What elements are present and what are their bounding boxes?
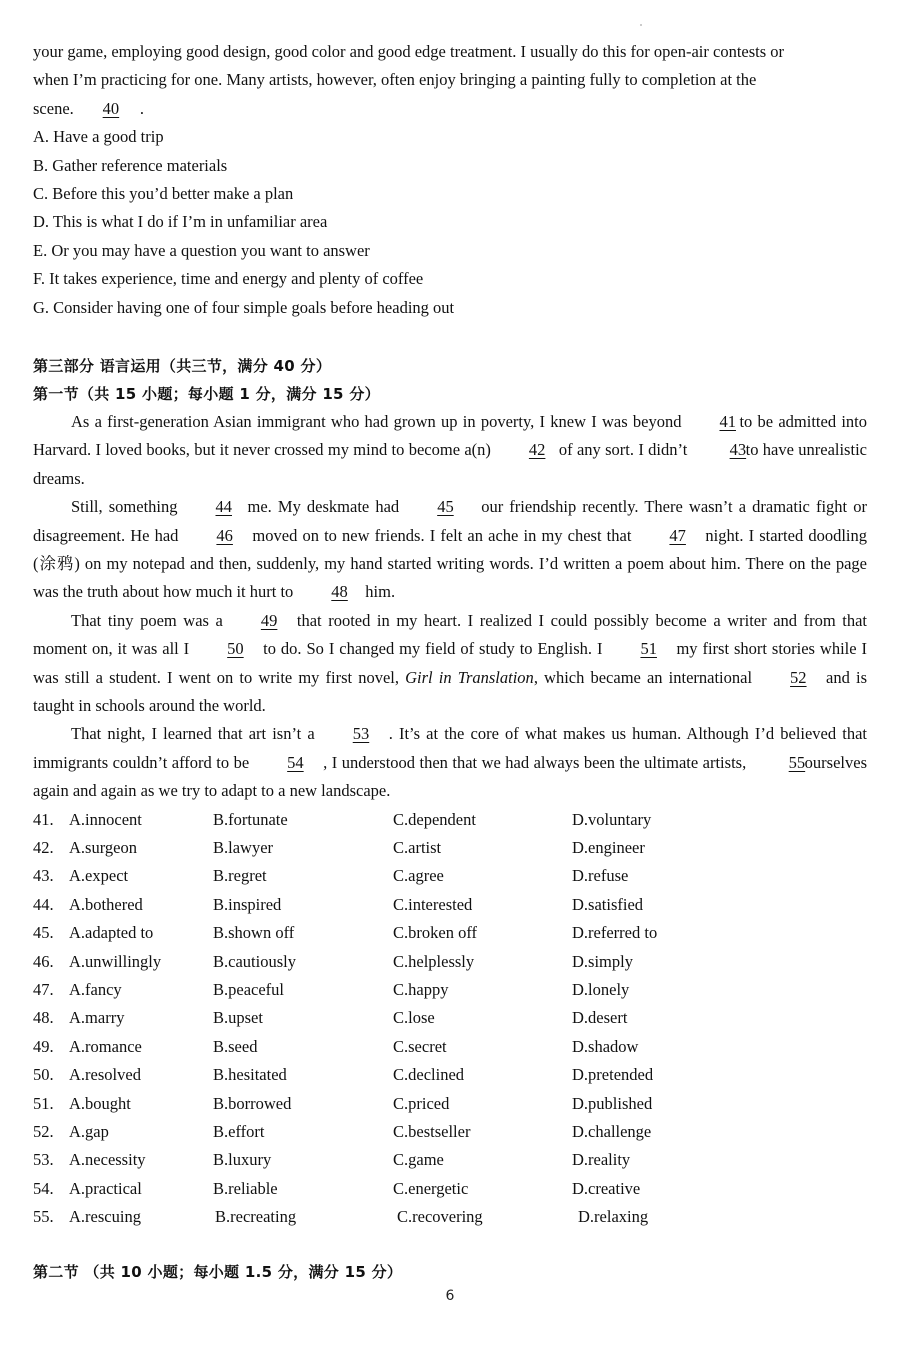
question-number: 52.: [33, 1121, 54, 1141]
part3-title: 第三部分 语言运用（共三节，满分 40 分）: [33, 356, 332, 375]
question-row: [33, 834, 867, 862]
blank-52: 52: [790, 667, 807, 687]
cloze-text: As a first-generation Asian immigrant who had grown up in poverty, I knew I was beyond: [71, 411, 682, 431]
choice-a: A.fancy: [69, 979, 122, 999]
question-number: 43.: [33, 866, 54, 886]
choice-c: C.game: [393, 1150, 444, 1170]
choice-b: B.lawyer: [213, 838, 274, 858]
choice-a: A.unwillingly: [69, 951, 162, 971]
option-d: D. This is what I do if I’m in unfamiliar area: [33, 212, 328, 232]
choice-c: C.secret: [393, 1036, 447, 1056]
passage-line: [33, 95, 867, 123]
blank-49: 49: [260, 610, 278, 630]
question-number: 50.: [33, 1065, 54, 1085]
cloze-paragraph-4: [33, 720, 867, 805]
choice-d: D.engineer: [572, 838, 645, 858]
choice-b: B.regret: [213, 866, 267, 886]
choice-b: B.recreating: [215, 1207, 297, 1227]
choice-d: D.challenge: [572, 1121, 652, 1141]
blank-55: 55: [788, 752, 806, 772]
question-number: 53.: [33, 1150, 54, 1170]
choice-a: A.resolved: [69, 1065, 141, 1085]
cloze-text: my first short stories while I was still a student. I went on to write my first novel,: [33, 639, 867, 687]
choice-d: D.satisfied: [572, 894, 644, 914]
seven-choice-options: [33, 123, 867, 322]
choice-c: C.declined: [393, 1065, 465, 1085]
cloze-text: That tiny poem was a: [71, 610, 223, 630]
question-number: 48.: [33, 1008, 54, 1028]
question-row: [33, 806, 867, 834]
choice-a: A.necessity: [69, 1150, 146, 1170]
choice-b: B.borrowed: [213, 1093, 292, 1113]
choice-b: B.fortunate: [213, 809, 288, 829]
question-number: 41.: [33, 809, 54, 829]
choice-b: B.inspired: [213, 894, 282, 914]
question-row: [33, 891, 867, 919]
blank-51: 51: [640, 639, 657, 659]
choice-c: C.interested: [393, 894, 473, 914]
choice-c: C.lose: [393, 1008, 435, 1028]
choice-b: B.upset: [213, 1008, 263, 1028]
choice-d: D.reality: [572, 1150, 631, 1170]
choice-d: D.refuse: [572, 866, 629, 886]
choice-a: A.marry: [69, 1008, 125, 1028]
choice-d: D.voluntary: [572, 809, 652, 829]
spacer: [33, 1232, 867, 1258]
cloze-text: and is taught in schools around the world.: [33, 667, 867, 716]
passage-continuation: [33, 38, 867, 123]
cloze-text: our friendship recently. There wasn’t a dramatic fight or disagreement. He had: [33, 497, 867, 545]
cloze-paragraph-1: [33, 408, 867, 493]
choice-a: A.surgeon: [69, 838, 137, 858]
section2-title: 第二节 （共 10 小题；每小题 1.5 分，满分 15 分）: [33, 1262, 403, 1281]
choice-c: C.agree: [393, 866, 444, 886]
blank-41: 41: [719, 411, 736, 431]
passage-text: .: [139, 98, 145, 118]
choice-b: B.hesitated: [213, 1065, 287, 1085]
question-row: [33, 1033, 867, 1061]
question-number: 49.: [33, 1036, 54, 1056]
choice-a: A.gap: [69, 1121, 109, 1141]
blank-47: 47: [669, 525, 686, 545]
passage-line: your game, employing good design, good color and good edge treatment. I usually do this for open-air contests or: [33, 42, 785, 61]
choice-d: D.desert: [572, 1008, 628, 1028]
choice-a: A.innocent: [69, 809, 142, 829]
choice-c: C.priced: [393, 1093, 450, 1113]
cloze-text: , I understood then that we had always been the ultimate artists,: [323, 752, 751, 772]
question-row: [33, 1118, 867, 1146]
question-row: [33, 1146, 867, 1174]
question-number: 46.: [33, 951, 54, 971]
passage-line: when I’m practicing for one. Many artists, however, often enjoy bringing a painting fully to completion at the: [33, 70, 757, 90]
choice-a: A.rescuing: [69, 1207, 141, 1227]
cloze-text: ourselves again and again as we try to adapt to a new landscape.: [33, 752, 867, 801]
choice-b: B.seed: [213, 1036, 258, 1056]
choice-b: B.luxury: [213, 1150, 272, 1170]
blank-54: 54: [287, 752, 304, 772]
question-row: [33, 948, 867, 976]
cloze-text: . It’s at the core of what makes us human. Although I’d believed that immigrants couldn’t afford to be: [33, 724, 867, 772]
choice-c: C.helplessly: [393, 951, 475, 971]
choice-d: D.relaxing: [578, 1207, 649, 1227]
blank-42: 42: [528, 440, 546, 460]
question-row: [33, 1061, 867, 1089]
question-number: 51.: [33, 1093, 54, 1113]
cloze-text: night. I started doodling (涂鸦) on my notepad and then, suddenly, my hand started writing words. I’d written a poem about him. There on the page was the truth about how much it hurt to: [33, 525, 867, 602]
question-row: [33, 976, 867, 1004]
page-number: 6: [445, 1288, 455, 1304]
question-row: [33, 862, 867, 890]
cloze-text: Still, something: [71, 497, 178, 517]
choice-a: A.practical: [69, 1178, 142, 1198]
blank-50: 50: [227, 639, 244, 659]
choice-b: B.peaceful: [213, 979, 285, 999]
option-g: G. Consider having one of four simple goals before heading out: [33, 297, 455, 317]
spacer: [33, 322, 867, 352]
cloze-choices: [33, 806, 867, 1232]
cloze-text: him.: [365, 582, 396, 602]
option-a: A. Have a good trip: [33, 127, 164, 147]
cloze-paragraph-3: [33, 607, 867, 721]
choice-a: A.romance: [69, 1036, 142, 1056]
cloze-text: That night, I learned that art isn’t a: [71, 724, 315, 744]
choice-a: A.adapted to: [69, 923, 154, 943]
choice-c: C.dependent: [393, 809, 476, 829]
option-b: B. Gather reference materials: [33, 155, 228, 175]
question-row: [33, 1090, 867, 1118]
choice-d: D.lonely: [572, 979, 630, 999]
blank-53: 53: [352, 724, 370, 744]
choice-d: D.simply: [572, 951, 633, 971]
passage-text: scene.: [33, 98, 78, 118]
choice-a: A.bought: [69, 1093, 131, 1113]
question-number: 42.: [33, 838, 54, 858]
choice-d: D.referred to: [572, 923, 658, 943]
cloze-text: me. My deskmate had: [247, 497, 400, 517]
exam-page: [33, 38, 867, 1286]
cloze-text: to have unrealistic dreams.: [33, 440, 867, 488]
blank-46: 46: [216, 525, 233, 545]
choice-c: C.artist: [393, 838, 442, 858]
scan-speck: [640, 24, 642, 26]
choice-d: D.published: [572, 1093, 653, 1113]
choice-a: A.bothered: [69, 894, 143, 914]
choice-a: A.expect: [69, 866, 129, 886]
choice-c: C.broken off: [393, 923, 478, 943]
cloze-text: to do. So I changed my field of study to English. I: [263, 639, 603, 659]
choice-d: D.pretended: [572, 1065, 654, 1085]
cloze-text: , which became an international: [533, 667, 753, 687]
choice-b: B.reliable: [213, 1178, 278, 1198]
choice-b: B.effort: [213, 1121, 265, 1141]
blank-40: 40: [102, 98, 120, 118]
cloze-text: of any sort. I didn’t: [558, 440, 692, 460]
choice-d: D.creative: [572, 1178, 641, 1198]
book-title: Girl in Translation: [405, 667, 534, 687]
blank-45: 45: [437, 497, 454, 517]
cloze-text: that rooted in my heart. I realized I could possibly become a writer and from that moment on, it was all I: [33, 610, 868, 659]
choice-c: C.recovering: [397, 1207, 483, 1227]
question-row: [33, 1203, 867, 1231]
question-number: 55.: [33, 1207, 54, 1227]
question-row: [33, 1175, 867, 1203]
choice-c: C.bestseller: [393, 1121, 471, 1141]
choice-b: B.shown off: [213, 923, 295, 943]
option-f: F. It takes experience, time and energy and plenty of coffee: [33, 269, 424, 289]
question-number: 54.: [33, 1178, 54, 1198]
question-row: [33, 1004, 867, 1032]
cloze-text: moved on to new friends. I felt an ache in my chest that: [252, 525, 632, 545]
blank-44: 44: [215, 497, 232, 517]
choice-b: B.cautiously: [213, 951, 296, 971]
section1-title: 第一节（共 15 小题；每小题 1 分，满分 15 分）: [33, 384, 380, 403]
question-number: 47.: [33, 979, 54, 999]
cloze-text: to be admitted into Harvard. I loved books, but it never crossed my mind to become a(n): [33, 411, 868, 460]
choice-c: C.happy: [393, 979, 449, 999]
question-number: 45.: [33, 923, 54, 943]
option-e: E. Or you may have a question you want to answer: [33, 240, 370, 260]
cloze-paragraph-2: [33, 493, 867, 607]
blank-43: 43: [729, 440, 747, 460]
option-c: C. Before this you’d better make a plan: [33, 184, 294, 203]
choice-c: C.energetic: [393, 1178, 469, 1198]
question-row: [33, 919, 867, 947]
choice-d: D.shadow: [572, 1036, 639, 1056]
blank-48: 48: [331, 582, 348, 602]
question-number: 44.: [33, 894, 54, 914]
